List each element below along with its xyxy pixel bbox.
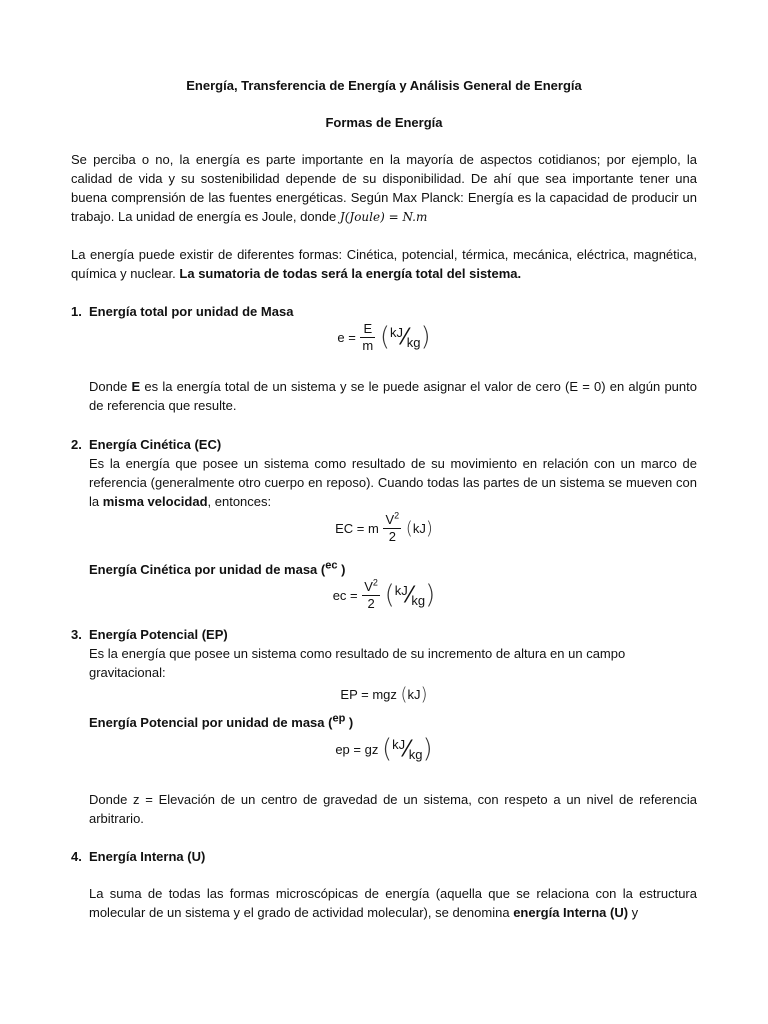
unit-kj: kJ [407, 687, 421, 703]
section-2-text: Es la energía que posee un sistema como resultado de su movimiento en relación con un marco de referencia (generalmente otro cuerpo en reposo). Cuando todas las partes de un sistema se mueven con la misma velocidad, entonces: [89, 456, 697, 509]
fraction-numerator: V [364, 579, 373, 594]
document-title: Energía, Transferencia de Energía y Análisis General de Energía [186, 78, 582, 93]
section-3-heading [71, 625, 697, 644]
section-3-title: Energía Potencial (EP) [89, 627, 228, 642]
fraction-numerator: V [385, 512, 395, 527]
section-2-title: Energía Cinética (EC) [89, 437, 222, 452]
fraction-denominator: 2 [362, 595, 380, 612]
unit-kj: kJ [412, 521, 426, 536]
fraction-denominator: 2 [383, 528, 401, 545]
formula-fraction [383, 512, 401, 545]
section-4-title: Energía Interna (U) [89, 849, 206, 864]
section-4-text: La suma de todas las formas microscópicas de energía (aquella que se relaciona con la estructura molecular de un sistema y el grado de actividad molecular), se denomina energía Interna (U) y [89, 886, 697, 920]
section-3-subheading: Energía Potencial por unidad de masa ($^{ep}$ ) [89, 712, 354, 730]
formula-lhs: ep = gz [335, 742, 379, 757]
formula-kinetic-energy-per-mass: ec = $\frac{V^2}{2}$ (kJ⁄kg) [332, 577, 436, 611]
section-2-subheading: Energía Cinética por unidad de masa ($^{ec}$ ) [89, 559, 346, 577]
intro-paragraph [71, 150, 697, 227]
formula-lhs: ec = [332, 588, 358, 603]
section-3-number: 3. [71, 627, 82, 642]
intro-text: Se perciba o no, la energía es parte importante en la mayoría de aspectos cotidianos; por ejemplo, la calidad de vida y su sostenibilidad depende de su disponibilidad. De ahí que sea importante tener una buena comprensión de las fuentes energéticas. Según Max Planck: Energía es la capacidad de producir un trabajo. La unidad de energía es Joule, donde [71, 152, 697, 224]
formula-lhs: EC = m [335, 521, 379, 536]
formula-potential-energy: EP = mgz (kJ) [340, 684, 428, 706]
forms-paragraph [71, 245, 697, 283]
unit-kj-per-kg: kJ⁄kg [390, 325, 421, 351]
formula-lhs: e = [337, 330, 356, 345]
forms-bold-text: La sumatoria de todas será la energía total del sistema. [179, 266, 522, 281]
section-2-heading [71, 435, 697, 454]
fraction-numerator: E [363, 321, 373, 336]
joule-formula: J(Joule) = N.m [339, 210, 428, 224]
formula-lhs: EP = mgz [340, 687, 397, 703]
formula-potential-energy-per-mass: ep = gz (kJ⁄kg) [335, 734, 433, 764]
section-3-note: Donde z = Elevación de un centro de gravedad de un sistema, con respeto a un nivel de referencia arbitrario. [89, 792, 697, 826]
exponent: 2 [372, 577, 378, 588]
section-2-number: 2. [71, 437, 82, 452]
section-3-text: Es la energía que posee un sistema como resultado de su incremento de altura en un campo gravitacional: [89, 646, 626, 680]
section-1-text: Donde E es la energía total de un sistema y se le puede asignar el valor de cero (E = 0) en algún punto de referencia que resulte. [89, 379, 697, 413]
section-1-title: Energía total por unidad de Masa [89, 304, 294, 319]
exponent: 2 [394, 510, 400, 521]
section-title: Formas de Energía [325, 115, 443, 130]
section-1-number: 1. [71, 304, 82, 319]
section-4-heading [71, 847, 697, 866]
formula-fraction [360, 321, 375, 354]
unit-kj-per-kg: kJ⁄kg [392, 737, 423, 763]
fraction-denominator: m [362, 338, 374, 353]
unit-kj-per-kg: kJ⁄kg [394, 583, 426, 609]
section-4-number: 4. [71, 849, 82, 864]
formula-fraction [362, 579, 380, 612]
forms-text: La energía puede existir de diferentes formas: Cinética, potencial, térmica, mecánica, eléctrica, magnética, química y nuclear. [71, 247, 697, 281]
formula-kinetic-energy: EC = m $\frac{V^2}{2}$ (kJ) [335, 510, 433, 544]
formula-total-energy-per-mass: e = $\frac{E}{m}$ (kJ⁄kg) [337, 321, 431, 353]
section-1-heading [71, 302, 697, 321]
